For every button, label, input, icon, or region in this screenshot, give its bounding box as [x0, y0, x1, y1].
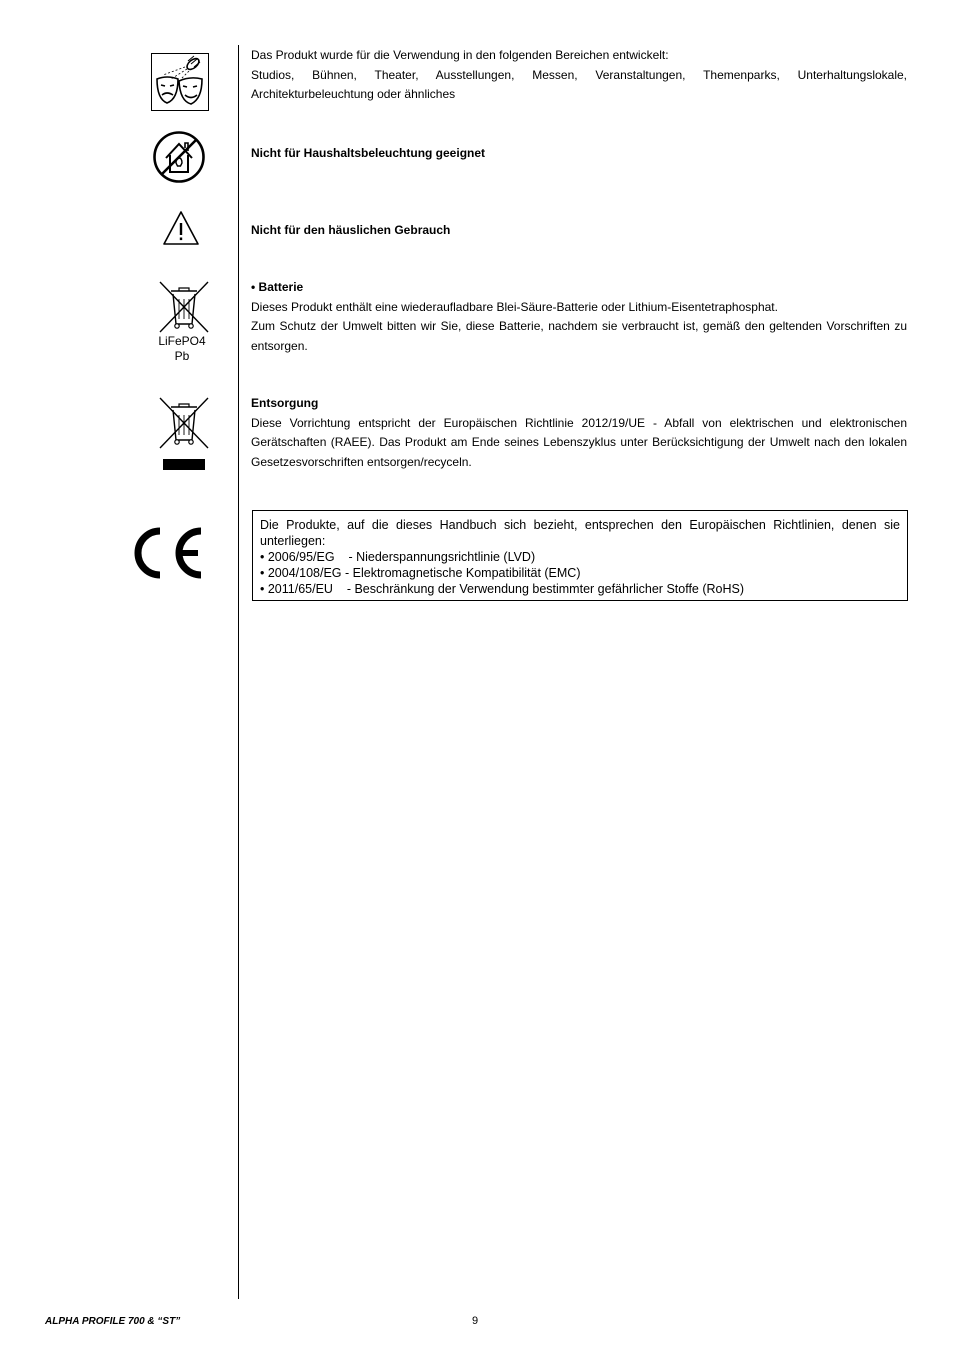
battery-line-2: Zum Schutz der Umwelt bitten wir Sie, diese Batterie, nachdem sie verbraucht ist, gemäß den geltenden Vorschriften zu entsorgen.	[251, 319, 907, 353]
warning-icon	[162, 210, 200, 246]
footer-product-name: ALPHA PROFILE 700 & “ST”	[45, 1316, 181, 1327]
theatre-masks-icon	[151, 53, 209, 111]
crossed-bin-battery-icon	[157, 279, 211, 335]
disposal-section	[251, 394, 907, 472]
intro-line-2: Studios, Bühnen, Theater, Ausstellungen, Messen, Veranstaltungen, Themenparks, Unterhaltungslokale, Architekturbeleuchtung oder ähnliches	[251, 67, 907, 101]
ce-intro: Die Produkte, auf die dieses Handbuch sich bezieht, entsprechen den Europäischen Richtlinien, denen sie unterliegen:	[260, 518, 900, 548]
no-household-icon	[152, 130, 206, 184]
disposal-text: Diese Vorrichtung entspricht der Europäischen Richtlinie 2012/19/UE - Abfall von elektrischen und elektronischen Gerätschaften (RAEE). Das Produkt am Ende seines Lebenszyklus unter Berücksichtigung der Umwelt nach den lokalen Gesetzesvorschriften entsorgen/recyceln.	[251, 415, 907, 469]
intro-text	[251, 46, 907, 105]
not-household-lighting-text: Nicht für Haushaltsbeleuchtung geeignet	[251, 146, 486, 160]
battery-icon-label-1: LiFePO4	[158, 334, 206, 348]
page-number: 9	[472, 1315, 479, 1327]
disposal-heading: Entsorgung	[251, 396, 319, 410]
ce-directive-item: • 2011/65/EU - Beschränkung der Verwendung bestimmter gefährlicher Stoffe (RoHS)	[260, 582, 745, 596]
ce-compliance-box	[252, 510, 908, 601]
battery-heading: • Batterie	[251, 280, 304, 294]
battery-icon-label-2: Pb	[174, 349, 190, 363]
ce-mark-icon	[134, 526, 206, 580]
column-divider	[238, 45, 239, 1299]
not-domestic-use-text: Nicht für den häuslichen Gebrauch	[251, 223, 451, 237]
battery-section	[251, 278, 907, 356]
ce-directive-item: • 2004/108/EG - Elektromagnetische Kompatibilität (EMC)	[260, 566, 581, 580]
ce-directive-item: • 2006/95/EG - Niederspannungsrichtlinie (LVD)	[260, 550, 536, 564]
battery-line-1: Dieses Produkt enthält eine wiederaufladbare Blei-Säure-Batterie oder Lithium-Eisentetraphosphat.	[251, 299, 778, 314]
weee-disposal-icon	[157, 395, 211, 471]
intro-line-1: Das Produkt wurde für die Verwendung in den folgenden Bereichen entwickelt:	[251, 48, 669, 62]
